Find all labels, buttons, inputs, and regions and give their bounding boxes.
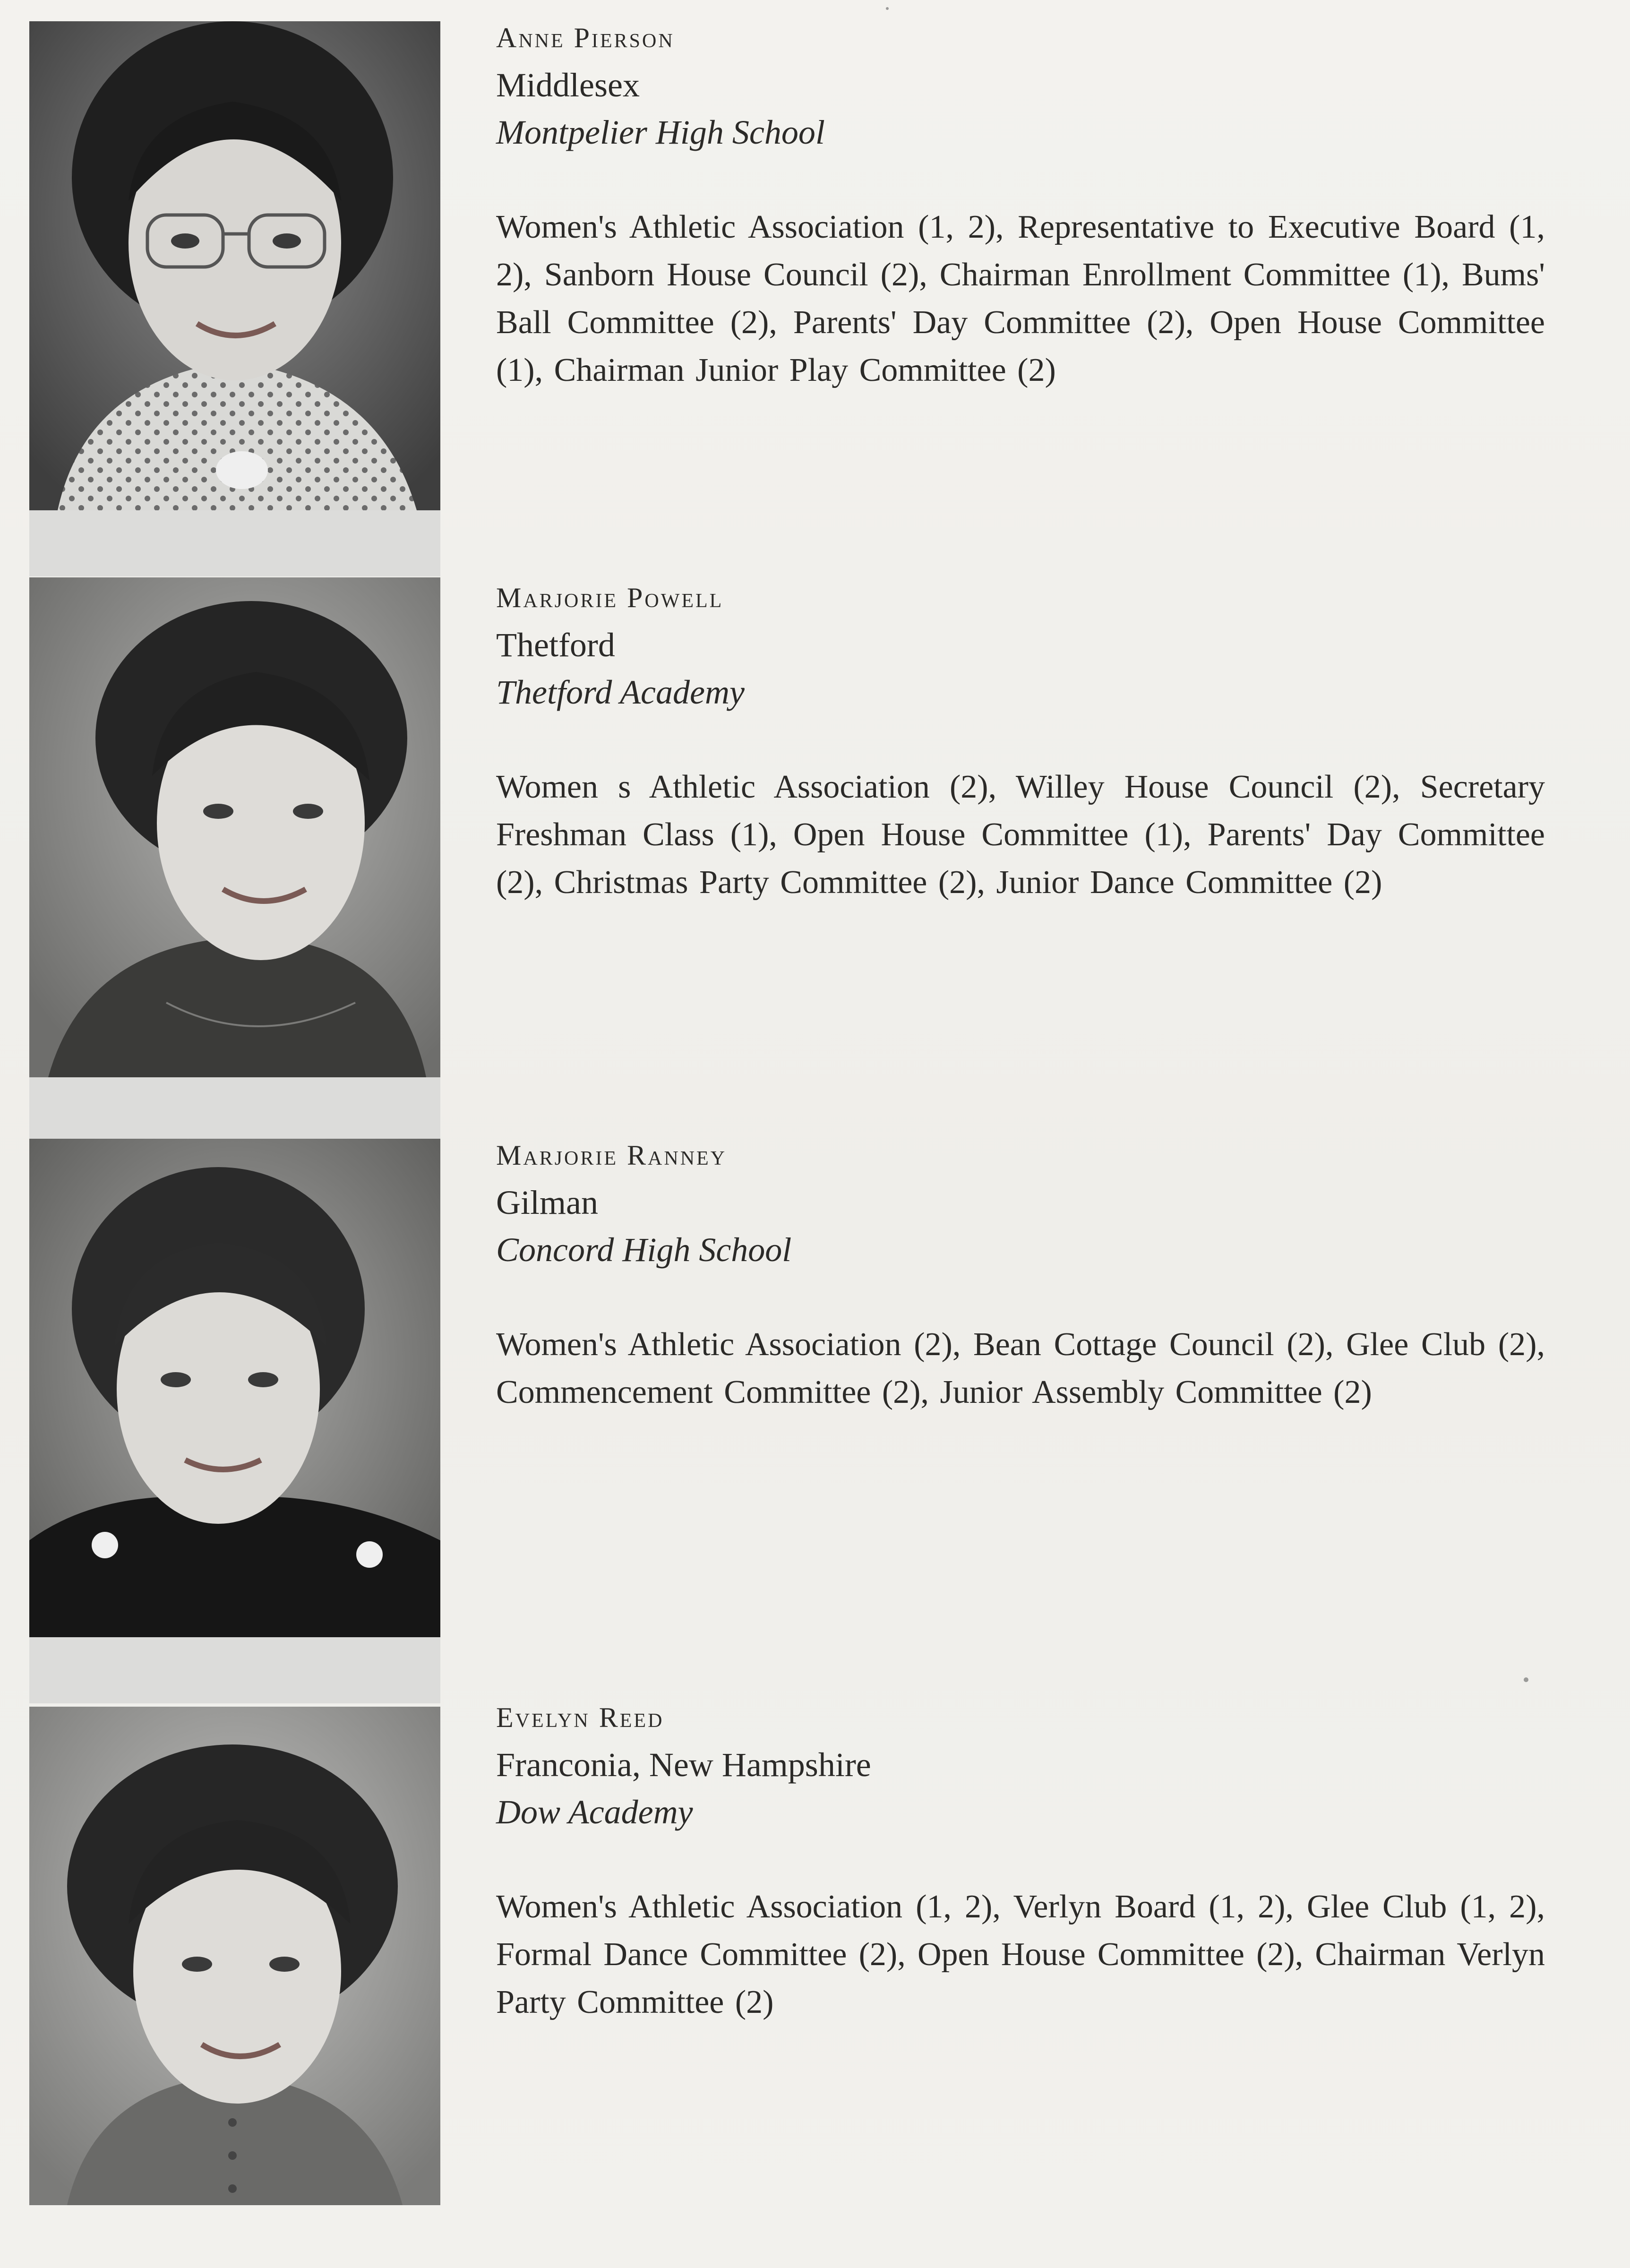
portrait-photo: [29, 1707, 440, 2205]
paper-speck: [1524, 1677, 1528, 1682]
portrait-photo: [29, 1139, 440, 1637]
student-school: Concord High School: [496, 1231, 792, 1269]
student-hometown: Franconia, New Hampshire: [496, 1746, 871, 1784]
paper-speck: [886, 7, 889, 10]
student-hometown: Thetford: [496, 626, 615, 664]
portrait-photo: [29, 577, 440, 1077]
student-name: Anne Pierson: [496, 22, 675, 53]
student-info: [496, 1132, 1545, 1416]
photo-separator: [29, 510, 440, 576]
photo-separator: [29, 1637, 440, 1703]
student-activities: Women s Athletic Association (2), Willey House Council (2), Secretary Freshman Class (1), Open House Committee (1), Parents' Day Committee (2), Christmas Party Committee (2), Junior Dance Committee (2): [496, 769, 1545, 901]
student-activities: Women's Athletic Association (1, 2), Representative to Executive Board (1, 2), Sanborn House Council (2), Chairman Enrollment Committee (1), Bums' Ball Committee (2), Parents' Day Committee (2), Open House Committee (1), Chairman Junior Play Committee (2): [496, 209, 1545, 388]
student-name: Evelyn Reed: [496, 1702, 664, 1733]
student-school: Montpelier High School: [496, 113, 825, 151]
student-hometown: Gilman: [496, 1184, 598, 1221]
student-name: Marjorie Powell: [496, 582, 724, 613]
student-activities: Women's Athletic Association (1, 2), Verlyn Board (1, 2), Glee Club (1, 2), Formal Dance Committee (2), Open House Committee (2), Chairman Verlyn Party Committee (2): [496, 1889, 1545, 2020]
student-hometown: Middlesex: [496, 66, 640, 104]
student-name: Marjorie Ranney: [496, 1140, 727, 1171]
portrait-photo: [29, 21, 440, 510]
student-info: [496, 1694, 1545, 2026]
student-info: [496, 14, 1545, 394]
student-info: [496, 574, 1545, 906]
student-school: Dow Academy: [496, 1793, 693, 1831]
student-activities: Women's Athletic Association (2), Bean Cottage Council (2), Glee Club (2), Commencement Committee (2), Junior Assembly Committee (2): [496, 1326, 1545, 1410]
photo-separator: [29, 1077, 440, 1139]
student-school: Thetford Academy: [496, 673, 745, 711]
